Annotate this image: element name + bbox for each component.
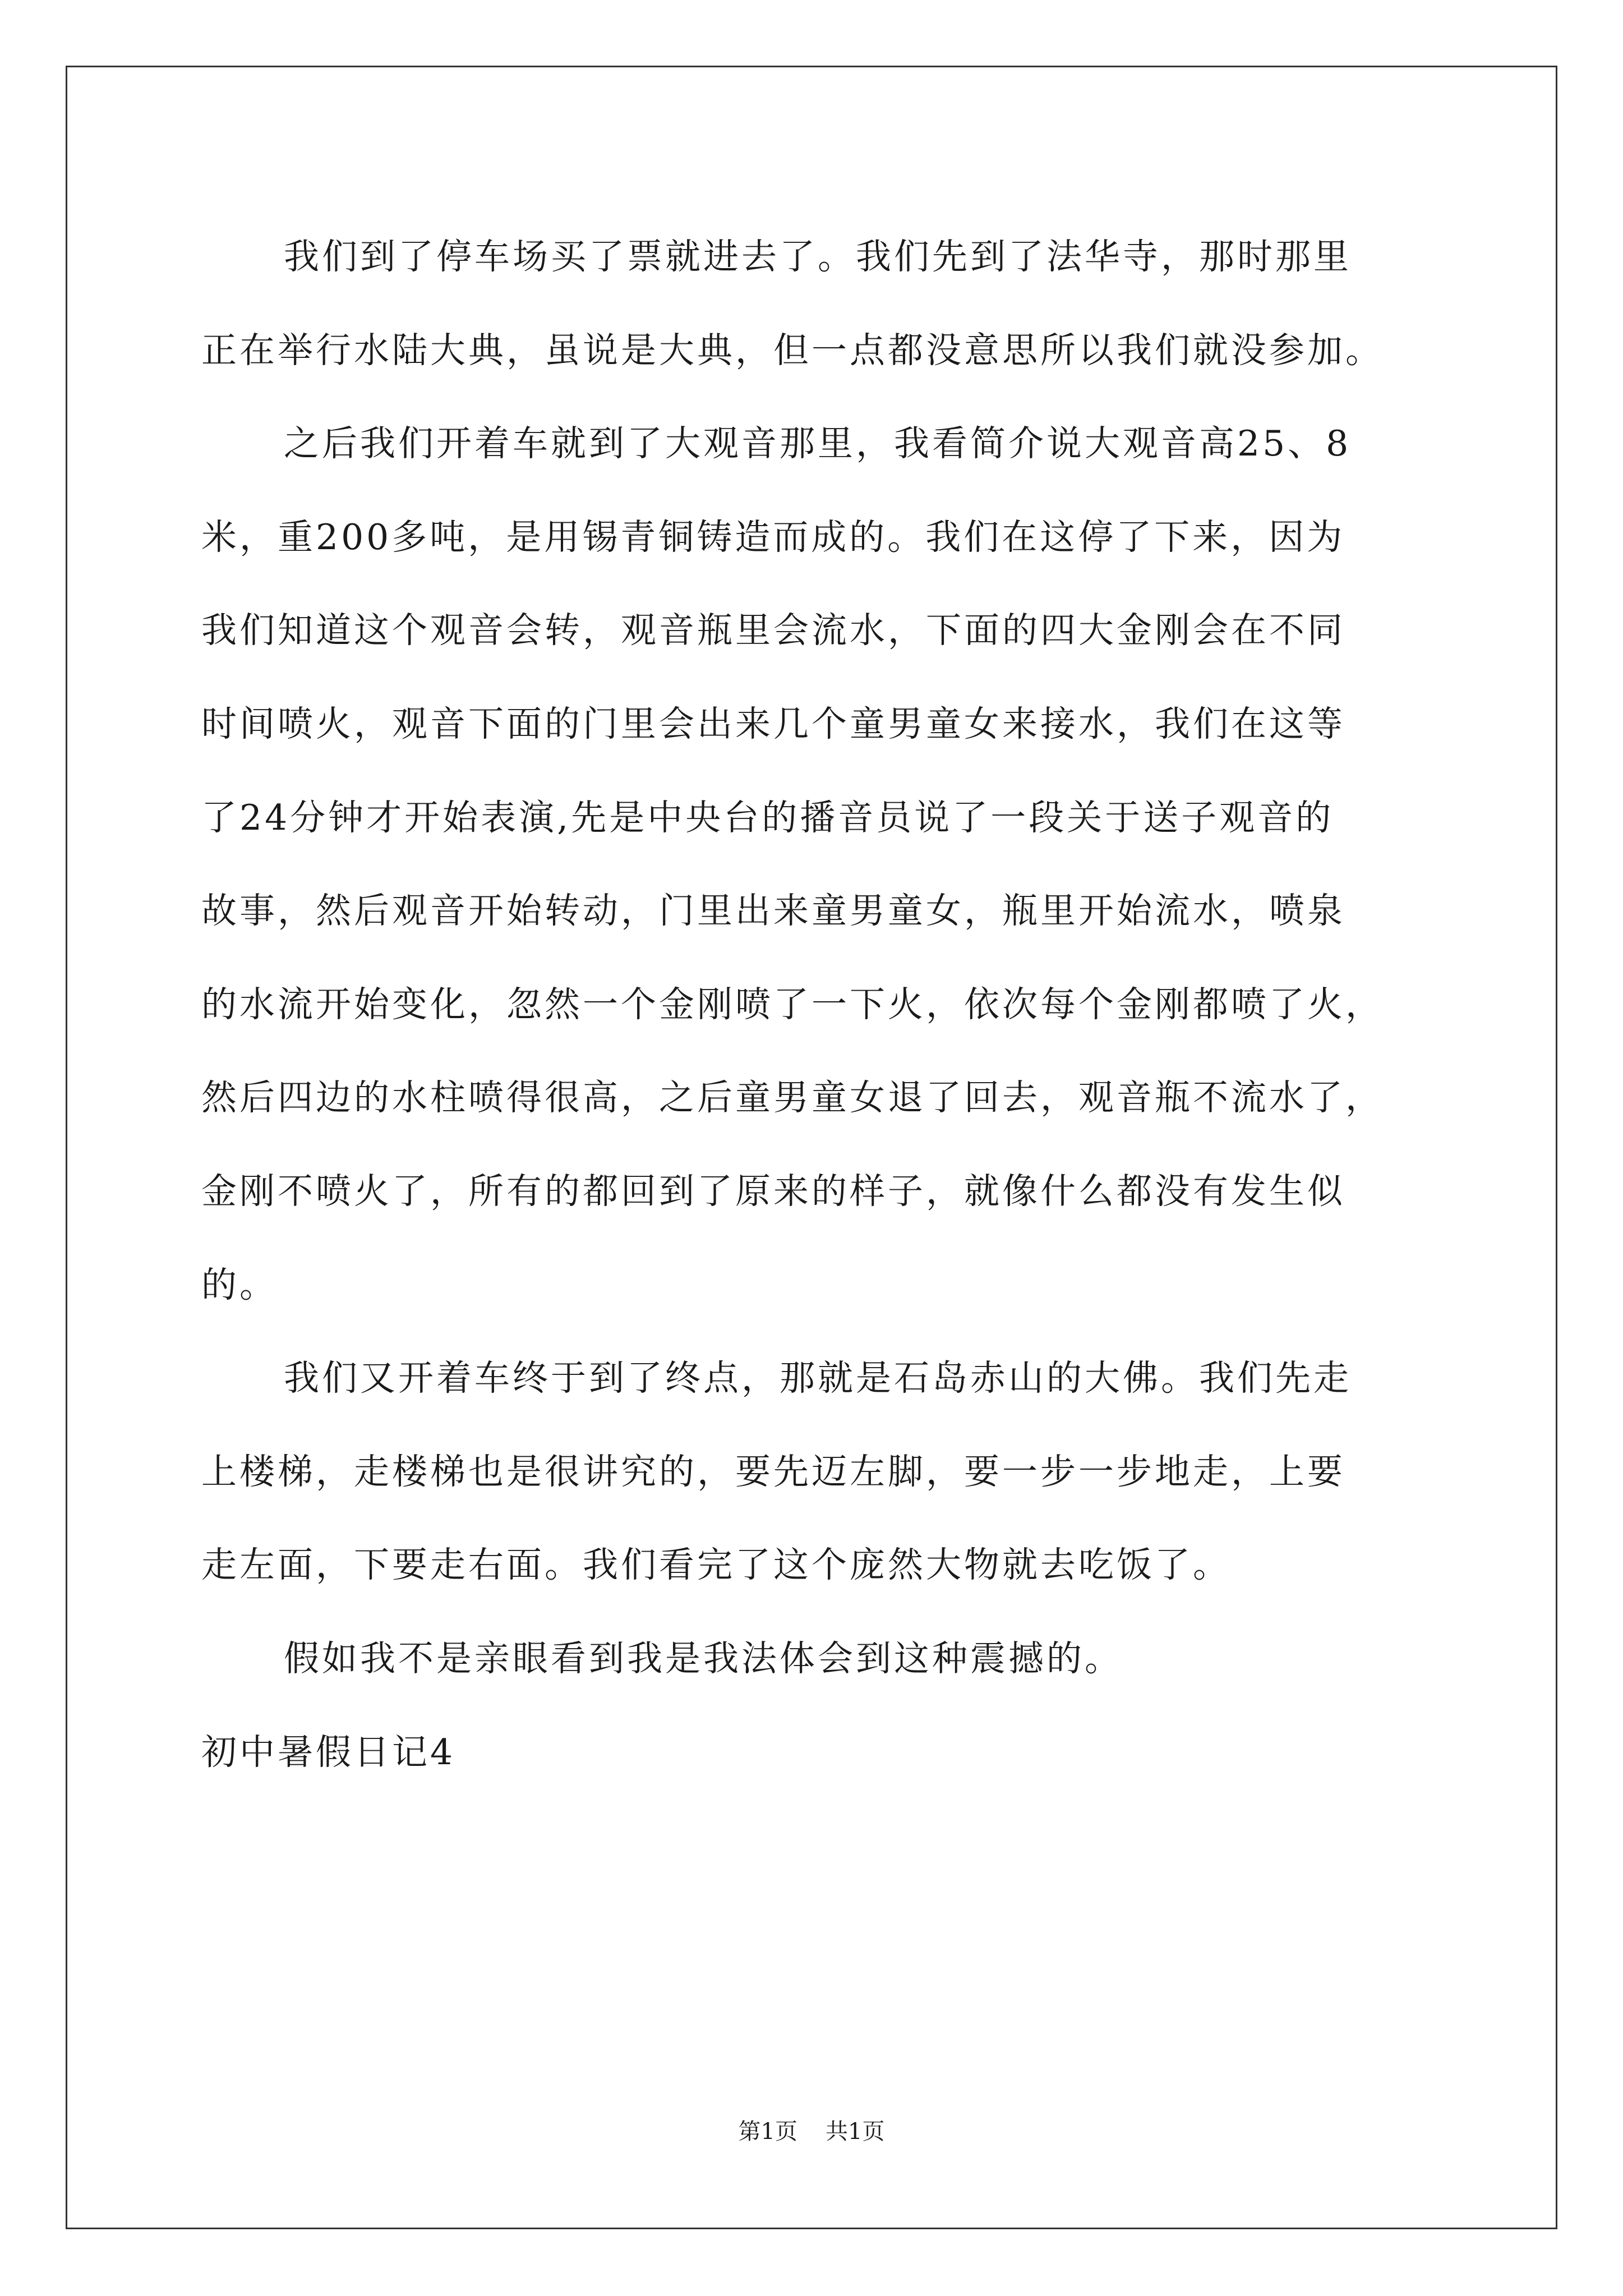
document-body xyxy=(201,210,1441,1799)
paragraph-line: 金刚不喷火了，所有的都回到了原来的样子，就像什么都没有发生似 xyxy=(201,1170,1345,1212)
page-footer xyxy=(0,2118,1623,2146)
paragraph-line: 的水流开始变化，忽然一个金刚喷了一下火，依次每个金刚都喷了火， xyxy=(201,983,1384,1025)
paragraph-line: 假如我不是亲眼看到我是我法体会到这种震撼的。 xyxy=(284,1637,1123,1679)
paragraph-line: 正在举行水陆大典，虽说是大典，但一点都没意思所以我们就没参加。 xyxy=(201,329,1384,371)
page-number: 第1页 xyxy=(738,2119,797,2145)
paragraph-line: 了24分钟才开始表演,先是中央台的播音员说了一段关于送子观音的 xyxy=(201,797,1334,838)
paragraph-line: 然后四边的水柱喷得很高，之后童男童女退了回去，观音瓶不流水了， xyxy=(201,1077,1384,1119)
paragraph-line: 时间喷火，观音下面的门里会出来几个童男童女来接水，我们在这等 xyxy=(201,703,1345,744)
paragraph-line: 米，重200多吨，是用锡青铜铸造而成的。我们在这停了下来，因为 xyxy=(201,516,1345,558)
paragraph-line: 我们又开着车终于到了终点，那就是石岛赤山的大佛。我们先走 xyxy=(284,1358,1352,1399)
paragraph-line: 我们知道这个观音会转，观音瓶里会流水，下面的四大金刚会在不同 xyxy=(201,610,1345,651)
paragraph-line: 之后我们开着车就到了大观音那里，我看简介说大观音高25、8 xyxy=(284,423,1352,464)
paragraph-line: 上楼梯，走楼梯也是很讲究的，要先迈左脚，要一步一步地走，上要 xyxy=(201,1451,1345,1492)
section-heading: 初中暑假日记4 xyxy=(201,1731,456,1773)
paragraph-line: 我们到了停车场买了票就进去了。我们先到了法华寺，那时那里 xyxy=(284,236,1352,277)
page-total: 共1页 xyxy=(826,2119,885,2145)
paragraph-line: 走左面，下要走右面。我们看完了这个庞然大物就去吃饭了。 xyxy=(201,1544,1231,1586)
paragraph-line: 的。 xyxy=(201,1264,278,1305)
paragraph-line: 故事，然后观音开始转动，门里出来童男童女，瓶里开始流水，喷泉 xyxy=(201,890,1345,932)
